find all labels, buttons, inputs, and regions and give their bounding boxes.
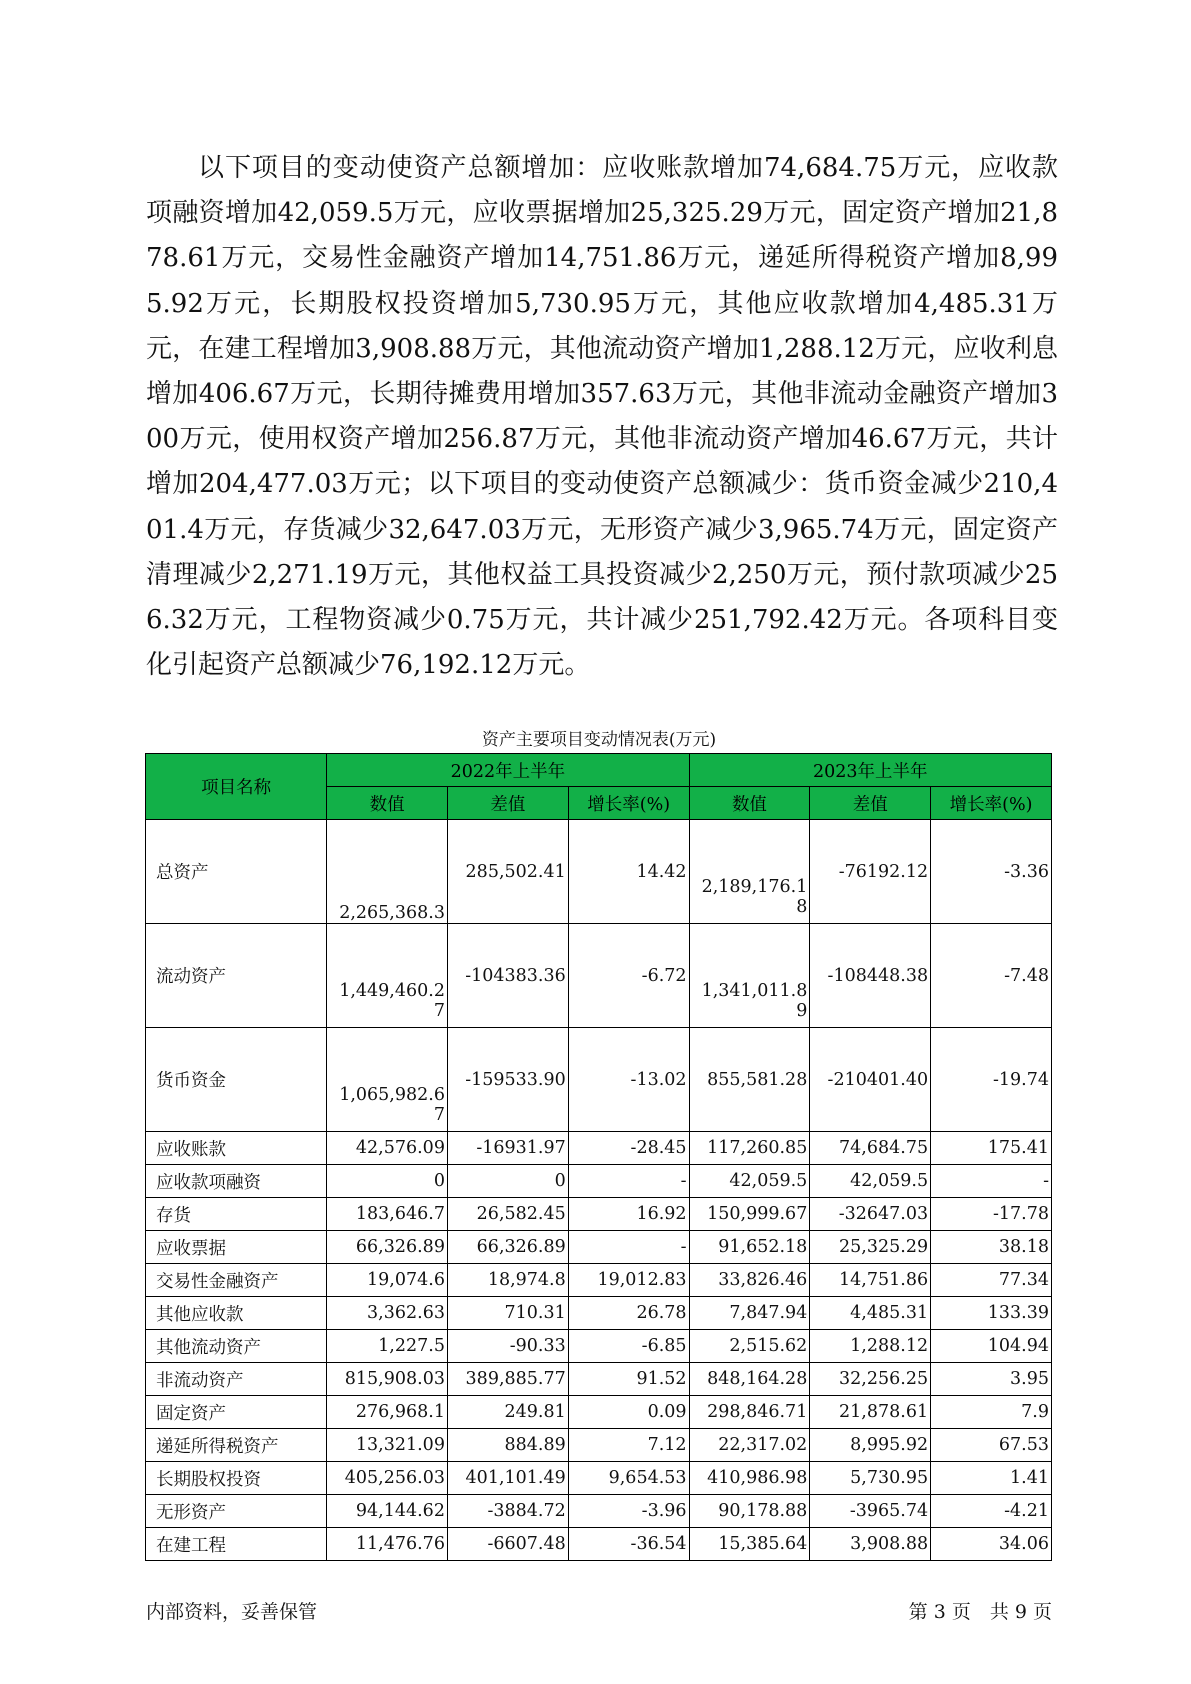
cell-diff-2023: -3965.74 [810, 1495, 931, 1528]
cell-diff-2023: -32647.03 [810, 1198, 931, 1231]
cell-diff-2022: -3884.72 [447, 1495, 568, 1528]
cell-growth-2023: 38.18 [931, 1231, 1052, 1264]
row-item-name: 非流动资产 [146, 1363, 327, 1396]
header-value-2022: 数值 [327, 787, 448, 820]
cell-growth-2023: -4.21 [931, 1495, 1052, 1528]
cell-value-2023: 2,189,176.18 [689, 820, 810, 924]
cell-value-2022: 1,227.5 [327, 1330, 448, 1363]
cell-value-2022: 94,144.62 [327, 1495, 448, 1528]
cell-value-2023: 1,341,011.89 [689, 924, 810, 1028]
table-row [146, 1396, 1052, 1429]
cell-value-2023: 410,986.98 [689, 1462, 810, 1495]
cell-value-2022: 815,908.03 [327, 1363, 448, 1396]
cell-diff-2023: 4,485.31 [810, 1297, 931, 1330]
table-row [146, 1495, 1052, 1528]
table-row [146, 1363, 1052, 1396]
row-item-name: 应收账款 [146, 1132, 327, 1165]
cell-growth-2022: -28.45 [568, 1132, 689, 1165]
header-period-2023: 2023年上半年 [689, 754, 1051, 787]
cell-value-2023: 2,515.62 [689, 1330, 810, 1363]
table-row [146, 1429, 1052, 1462]
cell-growth-2022: -3.96 [568, 1495, 689, 1528]
row-item-name: 应收款项融资 [146, 1165, 327, 1198]
cell-value-2023: 90,178.88 [689, 1495, 810, 1528]
cell-value-2023: 42,059.5 [689, 1165, 810, 1198]
row-item-name: 在建工程 [146, 1528, 327, 1561]
table-body [146, 820, 1052, 1561]
cell-value-2022: 2,265,368.3 [327, 820, 448, 924]
cell-growth-2023: -19.74 [931, 1028, 1052, 1132]
table-row [146, 924, 1052, 1028]
cell-diff-2022: 710.31 [447, 1297, 568, 1330]
cell-diff-2022: -16931.97 [447, 1132, 568, 1165]
cell-value-2023: 7,847.94 [689, 1297, 810, 1330]
table-row [146, 1198, 1052, 1231]
header-diff-2022: 差值 [447, 787, 568, 820]
cell-value-2023: 855,581.28 [689, 1028, 810, 1132]
body-paragraph: 以下项目的变动使资产总额增加：应收账款增加74,684.75万元，应收款项融资增加42,059.5万元，应收票据增加25,325.29万元，固定资产增加21,878.61万元，交易性金融资产增加14,751.86万元，递延所得税资产增加8,995.92万元，长期股权投资增加5,730.95万元，其他应收款增加4,485.31万元，在建工程增加3,908.88万元，其他流动资产增加1,288.12万元，应收利息增加406.67万元，长期待摊费用增加357.63万元，其他非流动金融资产增加300万元，使用权资产增加256.87万元，其他非流动资产增加46.67万元，共计增加204,477.03万元；以下项目的变动使资产总额减少：货币资金减少210,401.4万元，存货减少32,647.03万元，无形资产减少3,965.74万元，固定资产清理减少2,271.19万元，其他权益工具投资减少2,250万元，预付款项减少256.32万元，工程物资减少0.75万元，共计减少251,792.42万元。各项科目变化引起资产总额减少76,192.12万元。 [146, 153, 1058, 681]
cell-growth-2022: -6.85 [568, 1330, 689, 1363]
table-row [146, 1528, 1052, 1561]
cell-diff-2023: 3,908.88 [810, 1528, 931, 1561]
cell-diff-2022: -104383.36 [447, 924, 568, 1028]
cell-diff-2022: -159533.90 [447, 1028, 568, 1132]
cell-diff-2023: 1,288.12 [810, 1330, 931, 1363]
table-caption: 资产主要项目变动情况表(万元) [481, 730, 717, 750]
cell-value-2023: 117,260.85 [689, 1132, 810, 1165]
cell-diff-2023: 42,059.5 [810, 1165, 931, 1198]
cell-growth-2023: 104.94 [931, 1330, 1052, 1363]
cell-growth-2022: -6.72 [568, 924, 689, 1028]
row-item-name: 总资产 [146, 820, 327, 924]
cell-growth-2023: - [931, 1165, 1052, 1198]
header-item-name: 项目名称 [146, 754, 327, 820]
cell-diff-2023: 14,751.86 [810, 1264, 931, 1297]
cell-growth-2023: 133.39 [931, 1297, 1052, 1330]
cell-growth-2022: 91.52 [568, 1363, 689, 1396]
cell-diff-2022: 18,974.8 [447, 1264, 568, 1297]
cell-growth-2023: 175.41 [931, 1132, 1052, 1165]
cell-growth-2023: 34.06 [931, 1528, 1052, 1561]
cell-growth-2022: 9,654.53 [568, 1462, 689, 1495]
cell-growth-2023: -7.48 [931, 924, 1052, 1028]
table-row [146, 1462, 1052, 1495]
row-item-name: 长期股权投资 [146, 1462, 327, 1495]
cell-diff-2023: -210401.40 [810, 1028, 931, 1132]
cell-value-2022: 1,449,460.27 [327, 924, 448, 1028]
table-row [146, 1297, 1052, 1330]
cell-diff-2023: 74,684.75 [810, 1132, 931, 1165]
cell-value-2022: 3,362.63 [327, 1297, 448, 1330]
header-value-2023: 数值 [689, 787, 810, 820]
cell-growth-2022: 19,012.83 [568, 1264, 689, 1297]
cell-growth-2023: 77.34 [931, 1264, 1052, 1297]
cell-growth-2022: - [568, 1231, 689, 1264]
cell-diff-2022: 26,582.45 [447, 1198, 568, 1231]
cell-value-2022: 276,968.1 [327, 1396, 448, 1429]
cell-growth-2022: - [568, 1165, 689, 1198]
cell-diff-2022: 285,502.41 [447, 820, 568, 924]
cell-diff-2022: 401,101.49 [447, 1462, 568, 1495]
cell-value-2023: 33,826.46 [689, 1264, 810, 1297]
row-item-name: 存货 [146, 1198, 327, 1231]
table-row [146, 820, 1052, 924]
cell-diff-2023: -108448.38 [810, 924, 931, 1028]
cell-value-2022: 66,326.89 [327, 1231, 448, 1264]
cell-growth-2022: 14.42 [568, 820, 689, 924]
cell-diff-2022: -6607.48 [447, 1528, 568, 1561]
cell-diff-2023: -76192.12 [810, 820, 931, 924]
row-item-name: 交易性金融资产 [146, 1264, 327, 1297]
row-item-name: 其他应收款 [146, 1297, 327, 1330]
table-row [146, 1165, 1052, 1198]
cell-growth-2022: 26.78 [568, 1297, 689, 1330]
cell-value-2023: 15,385.64 [689, 1528, 810, 1561]
cell-growth-2022: 0.09 [568, 1396, 689, 1429]
cell-value-2022: 183,646.7 [327, 1198, 448, 1231]
cell-growth-2022: -36.54 [568, 1528, 689, 1561]
header-period-2022: 2022年上半年 [327, 754, 689, 787]
cell-value-2022: 19,074.6 [327, 1264, 448, 1297]
cell-diff-2023: 25,325.29 [810, 1231, 931, 1264]
cell-growth-2023: -3.36 [931, 820, 1052, 924]
footer-page-number: 第 3 页 共 9 页 [908, 1601, 1052, 1623]
header-growth-2023: 增长率(%) [931, 787, 1052, 820]
cell-value-2023: 298,846.71 [689, 1396, 810, 1429]
cell-diff-2023: 21,878.61 [810, 1396, 931, 1429]
row-item-name: 流动资产 [146, 924, 327, 1028]
asset-change-table [145, 753, 1052, 1561]
cell-diff-2023: 32,256.25 [810, 1363, 931, 1396]
cell-growth-2022: -13.02 [568, 1028, 689, 1132]
cell-diff-2022: 389,885.77 [447, 1363, 568, 1396]
cell-diff-2022: 884.89 [447, 1429, 568, 1462]
cell-value-2022: 0 [327, 1165, 448, 1198]
cell-value-2022: 13,321.09 [327, 1429, 448, 1462]
cell-value-2022: 1,065,982.67 [327, 1028, 448, 1132]
table-row [146, 1330, 1052, 1363]
cell-growth-2023: -17.78 [931, 1198, 1052, 1231]
row-item-name: 递延所得税资产 [146, 1429, 327, 1462]
footer-confidential-note: 内部资料，妥善保管 [146, 1601, 318, 1623]
cell-value-2022: 42,576.09 [327, 1132, 448, 1165]
cell-diff-2023: 5,730.95 [810, 1462, 931, 1495]
table-row [146, 1231, 1052, 1264]
cell-growth-2023: 7.9 [931, 1396, 1052, 1429]
row-item-name: 应收票据 [146, 1231, 327, 1264]
cell-value-2023: 848,164.28 [689, 1363, 810, 1396]
cell-value-2023: 150,999.67 [689, 1198, 810, 1231]
cell-value-2022: 405,256.03 [327, 1462, 448, 1495]
row-item-name: 固定资产 [146, 1396, 327, 1429]
cell-value-2022: 11,476.76 [327, 1528, 448, 1561]
cell-diff-2022: 249.81 [447, 1396, 568, 1429]
cell-diff-2022: -90.33 [447, 1330, 568, 1363]
cell-growth-2023: 3.95 [931, 1363, 1052, 1396]
cell-growth-2022: 7.12 [568, 1429, 689, 1462]
row-item-name: 其他流动资产 [146, 1330, 327, 1363]
row-item-name: 货币资金 [146, 1028, 327, 1132]
table-row [146, 1132, 1052, 1165]
cell-value-2023: 91,652.18 [689, 1231, 810, 1264]
cell-growth-2023: 1.41 [931, 1462, 1052, 1495]
header-growth-2022: 增长率(%) [568, 787, 689, 820]
table-row [146, 1264, 1052, 1297]
row-item-name: 无形资产 [146, 1495, 327, 1528]
cell-value-2023: 22,317.02 [689, 1429, 810, 1462]
header-diff-2023: 差值 [810, 787, 931, 820]
cell-diff-2022: 0 [447, 1165, 568, 1198]
cell-diff-2023: 8,995.92 [810, 1429, 931, 1462]
cell-growth-2022: 16.92 [568, 1198, 689, 1231]
table-row [146, 1028, 1052, 1132]
cell-diff-2022: 66,326.89 [447, 1231, 568, 1264]
cell-growth-2023: 67.53 [931, 1429, 1052, 1462]
